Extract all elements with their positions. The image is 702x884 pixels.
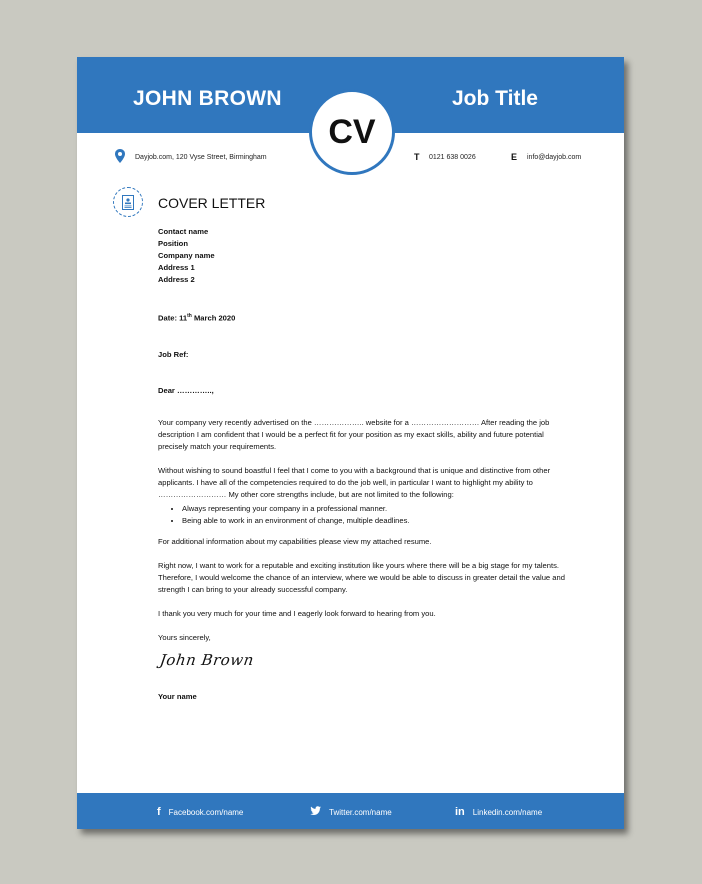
phone-label: T	[414, 152, 420, 162]
recipient-line: Company name	[158, 251, 215, 260]
footer-linkedin[interactable]	[455, 806, 542, 818]
footer-facebook[interactable]	[157, 806, 243, 818]
list-item: • Always representing your company in a professional manner.	[182, 503, 568, 515]
facebook-link[interactable]: Facebook.com/name	[168, 807, 244, 817]
strengths-list	[158, 503, 568, 527]
contact-phone: 0121 638 0026	[429, 154, 476, 161]
recipient-line: Position	[158, 239, 188, 248]
list-item: • Being able to work in an environment of change, multiple deadlines.	[182, 515, 568, 527]
paragraph-2: Without wishing to sound boastful I feel that I come to you with a background that is unique and distinctive from other applicants. I have all of the competencies required to do the job well, in particular I want to highlight my ability to ……………………… My other core strengths include, but are not limited to the following:	[158, 465, 551, 499]
paragraph-4: Right now, I want to work for a reputable and exciting institution like yours where there will be a big stage for my talents. Therefore, I would welcome the chance of an interview, where we would be able to discuss in greater detail the value and strength I can bring to your already successful company.	[158, 560, 565, 594]
signature: John Brown	[158, 650, 256, 669]
job-title: Job Title	[452, 87, 538, 110]
section-title: COVER LETTER	[158, 195, 266, 211]
recipient-line: Contact name	[158, 227, 209, 236]
recipient-line: Address 2	[158, 275, 195, 284]
date-suffix: March 2020	[191, 313, 236, 323]
candidate-name: JOHN BROWN	[133, 87, 282, 110]
letter-body	[158, 226, 568, 703]
twitter-icon	[310, 806, 321, 819]
linkedin-icon: in	[455, 806, 465, 818]
cv-badge: CV	[309, 89, 395, 175]
contact-address: Dayjob.com, 120 Vyse Street, Birmingham	[135, 154, 267, 161]
closing: Yours sincerely,	[158, 632, 211, 642]
job-ref: Job Ref:	[158, 349, 189, 359]
date-prefix: Date: 11	[158, 313, 188, 323]
email-label: E	[511, 152, 518, 162]
twitter-link[interactable]: Twitter.com/name	[329, 808, 392, 817]
date-sup: th	[187, 313, 192, 319]
document-icon	[113, 187, 143, 217]
recipient-block	[158, 226, 568, 286]
footer-bar	[77, 793, 624, 829]
contact-email: info@dayjob.com	[527, 154, 582, 161]
your-name: Your name	[158, 691, 197, 701]
facebook-icon: f	[157, 806, 161, 818]
location-pin-icon	[115, 149, 125, 168]
paragraph-5: I thank you very much for your time and I eagerly look forward to hearing from you.	[158, 608, 436, 618]
cv-page	[77, 57, 624, 829]
paragraph-3: For additional information about my capabilities please view my attached resume.	[158, 536, 432, 546]
linkedin-link[interactable]: Linkedin.com/name	[472, 807, 543, 817]
footer-twitter[interactable]	[310, 806, 392, 819]
letter-date	[158, 310, 568, 325]
salutation: Dear …………..,	[158, 385, 214, 395]
recipient-line: Address 1	[158, 263, 195, 272]
paragraph-1: Your company very recently advertised on the ……………….. website for a ……………………… After reading the job description I am confident that I would be a perfect fit for your position as my exact skills, ability and future potential precisely match your requirements.	[158, 417, 550, 451]
